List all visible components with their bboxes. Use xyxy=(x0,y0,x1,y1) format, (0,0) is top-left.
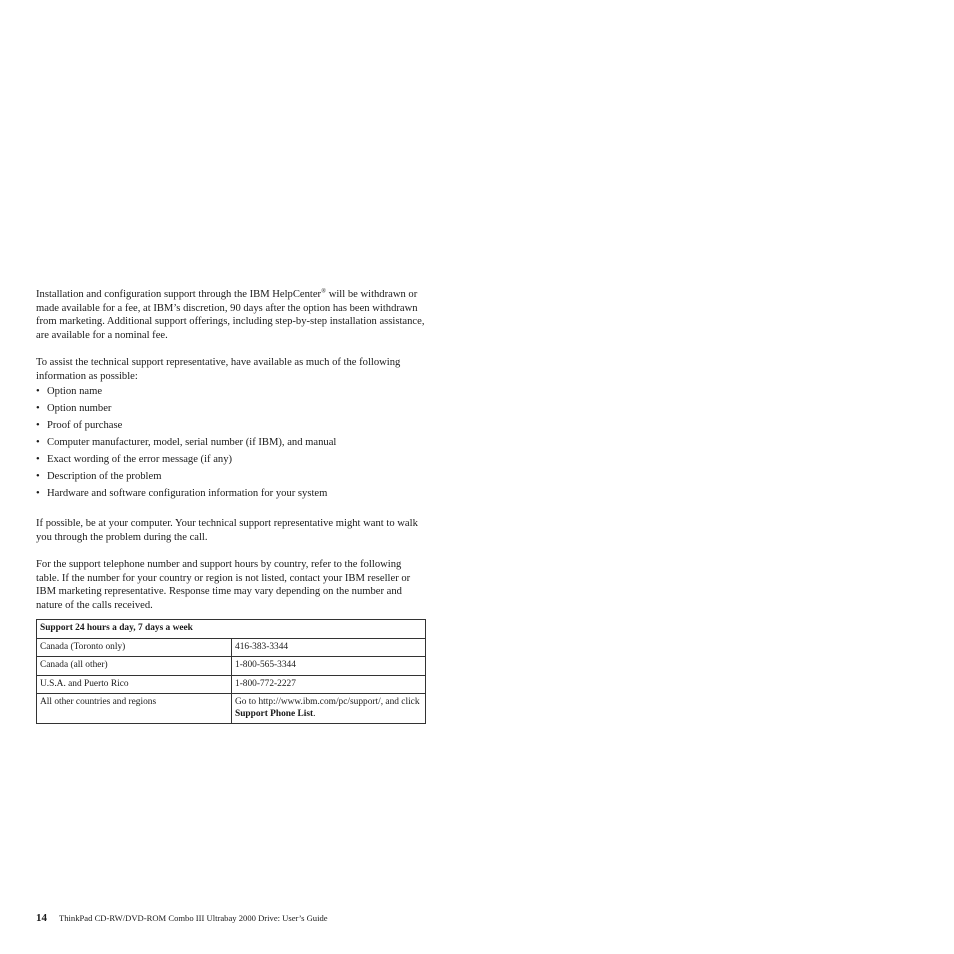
support-table xyxy=(36,619,426,724)
intro-text-start: Installation and configuration support through the IBM HelpCenter xyxy=(36,289,322,300)
table-cell-number: 1-800-565-3344 xyxy=(232,657,426,676)
page-footer xyxy=(36,912,328,924)
list-item xyxy=(36,402,426,419)
list-item-text: Option number xyxy=(47,403,112,414)
table-header-row xyxy=(37,620,426,639)
document-title: ThinkPad CD-RW/DVD-ROM Combo III Ultrabay 2000 Drive: User’s Guide xyxy=(59,913,328,923)
list-item-text: Proof of purchase xyxy=(47,420,123,431)
assist-paragraph: To assist the technical support representative, have available as much of the following information as possible: xyxy=(36,357,401,382)
table-row xyxy=(37,675,426,694)
table-row xyxy=(37,638,426,657)
list-item xyxy=(36,487,426,504)
registered-mark: ® xyxy=(321,287,327,295)
list-item-text: Computer manufacturer, model, serial number (if IBM), and manual xyxy=(47,437,337,448)
list-item-text: Exact wording of the error message (if any) xyxy=(47,454,233,465)
table-cell-region: Canada (Toronto only) xyxy=(37,638,232,657)
bullet-icon: • xyxy=(36,454,40,465)
table-cell-region: All other countries and regions xyxy=(37,694,232,724)
table-row xyxy=(37,694,426,724)
bullet-icon: • xyxy=(36,386,40,397)
list-item-text: Description of the problem xyxy=(47,471,162,482)
table-header: Support 24 hours a day, 7 days a week xyxy=(37,620,426,639)
intro-paragraph xyxy=(36,288,426,342)
table-cell-number: 416-383-3344 xyxy=(232,638,426,657)
table-cell-region: Canada (all other) xyxy=(37,657,232,676)
bullet-icon: • xyxy=(36,437,40,448)
link-instruction-text: Go to http://www.ibm.com/pc/support/, and click xyxy=(235,697,420,707)
phone-paragraph: For the support telephone number and support hours by country, refer to the following table. If the number for your country or region is not listed, contact your IBM reseller or IBM marketing representative. Response time may vary depending on the number and nature of the calls received. xyxy=(36,559,411,611)
computer-paragraph: If possible, be at your computer. Your technical support representative might want to walk you through the problem during the call. xyxy=(36,518,418,543)
bullet-icon: • xyxy=(36,420,40,431)
list-item xyxy=(36,453,426,470)
table-cell-link-instructions xyxy=(232,694,426,724)
table-row xyxy=(37,657,426,676)
list-item-text: Option name xyxy=(47,386,103,397)
support-phone-list-label: Support Phone List xyxy=(235,708,314,719)
bullet-icon: • xyxy=(36,403,40,414)
bullet-icon: • xyxy=(36,471,40,482)
page-number: 14 xyxy=(36,912,47,924)
list-item xyxy=(36,385,426,402)
table-cell-number: 1-800-772-2227 xyxy=(232,675,426,694)
document-body xyxy=(36,288,426,612)
intro-text-end: will be withdrawn or made available for a fee, at IBM’s discretion, 90 days after the option has been withdrawn from marketing. Additional support offerings, including step-by-step installation assistance, are available for a nominal fee. xyxy=(36,289,425,341)
list-item xyxy=(36,470,426,487)
list-item-text: Hardware and software configuration information for your system xyxy=(47,488,328,499)
table-cell-region: U.S.A. and Puerto Rico xyxy=(37,675,232,694)
list-item xyxy=(36,436,426,453)
bullet-icon: • xyxy=(36,488,40,499)
info-list xyxy=(36,385,426,504)
list-item xyxy=(36,419,426,436)
link-instruction-end: . xyxy=(313,708,316,719)
